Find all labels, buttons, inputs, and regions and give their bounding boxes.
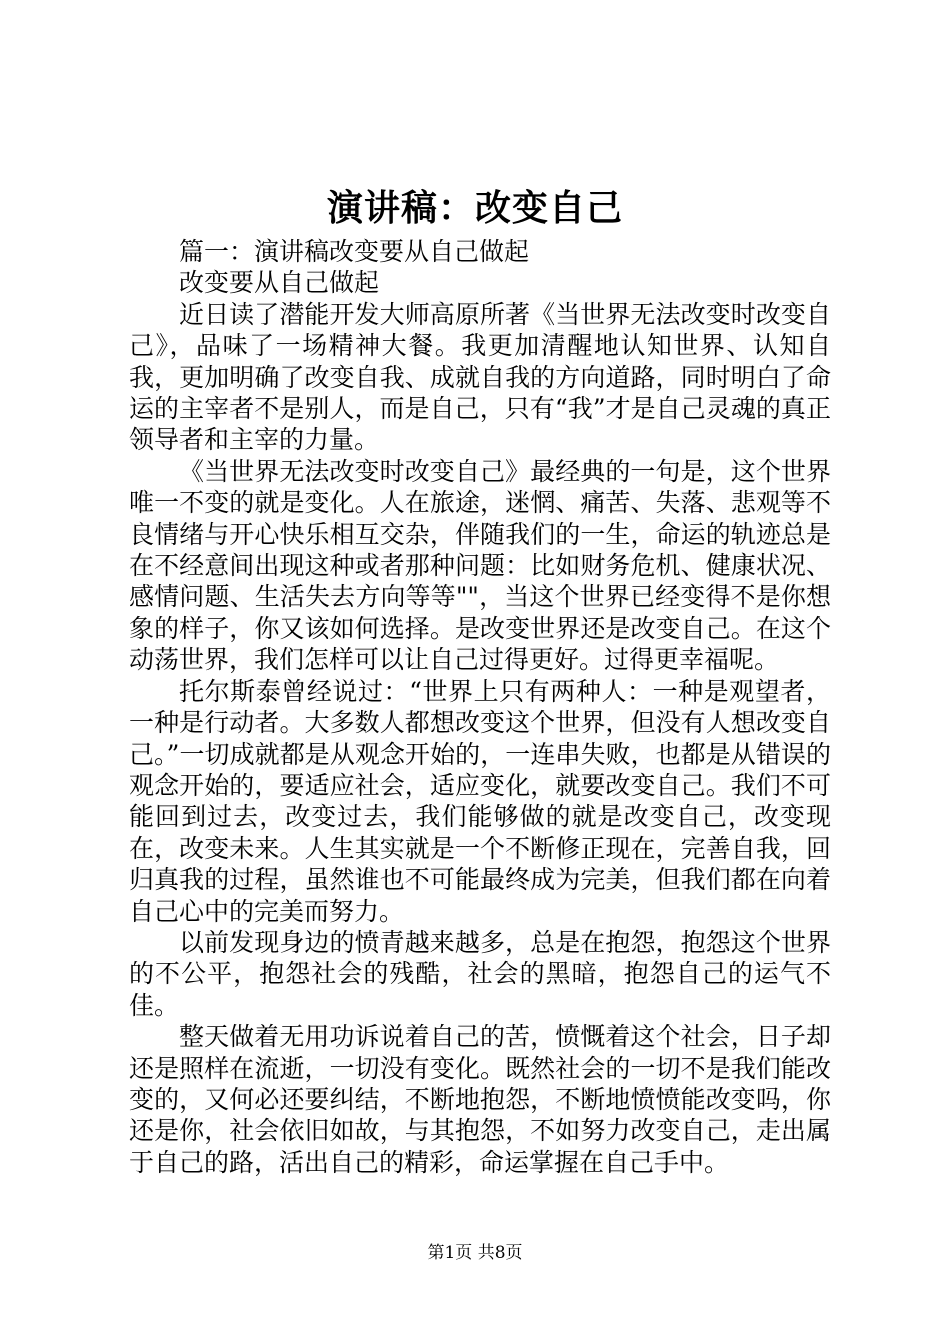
- body-paragraph: 《当世界无法改变时改变自己》最经典的一句是，这个世界唯一不变的就是变化。人在旅途，迷惘、痛苦、失落、悲观等不良情绪与开心快乐相互交杂，伴随我们的一生，命运的轨迹总是在不经意间出现这种或者那种问题：比如财务危机、健康状况、感情问题、生活失去方向等等""，当这个世界已经变得不是你想象的样子，你又该如何选择。是改变世界还是改变自己。在这个动荡世界，我们怎样可以让自己过得更好。过得更幸福呢。: [129, 456, 831, 675]
- body-paragraph: 整天做着无用功诉说着自己的苦，愤慨着这个社会，日子却还是照样在流逝，一切没有变化。既然社会的一切不是我们能改变的，又何必还要纠结，不断地抱怨，不断地愤愤能改变吗，你还是你，社会依旧如故，与其抱怨，不如努力改变自己，走出属于自己的路，活出自己的精彩，命运掌握在自己手中。: [129, 1022, 831, 1177]
- body-paragraph: 以前发现身边的愤青越来越多，总是在抱怨，抱怨这个世界的不公平，抱怨社会的残酷，社会的黑暗，抱怨自己的运气不佳。: [129, 927, 831, 1020]
- section-heading: 篇一：演讲稿改变要从自己做起: [179, 237, 530, 266]
- subheading: 改变要从自己做起: [179, 268, 380, 298]
- body-paragraph: 托尔斯泰曾经说过：“世界上只有两种人：一种是观望者，一种是行动者。大多数人都想改变这个世界，但没有人想改变自己。”一切成就都是从观念开始的，一连串失败，也都是从错误的观念开始的，要适应社会，适应变化，就要改变自己。我们不可能回到过去，改变过去，我们能够做的就是改变自己，改变现在，改变未来。人生其实就是一个不断修正现在，完善自我，回归真我的过程，虽然谁也不可能最终成为完美，但我们都在向着自己心中的完美而努力。: [129, 676, 831, 926]
- page-number-footer: 第1页 共8页: [427, 1243, 523, 1263]
- body-paragraph: 近日读了潜能开发大师高原所著《当世界无法改变时改变自己》，品味了一场精神大餐。我更加清醒地认知世界、认知自我，更加明确了改变自我、成就自我的方向道路，同时明白了命运的主宰者不是别人，而是自己，只有“我”才是自己灵魂的真正领导者和主宰的力量。: [129, 299, 831, 455]
- document-title: 演讲稿：改变自己: [326, 187, 623, 229]
- document-body: [129, 236, 831, 1178]
